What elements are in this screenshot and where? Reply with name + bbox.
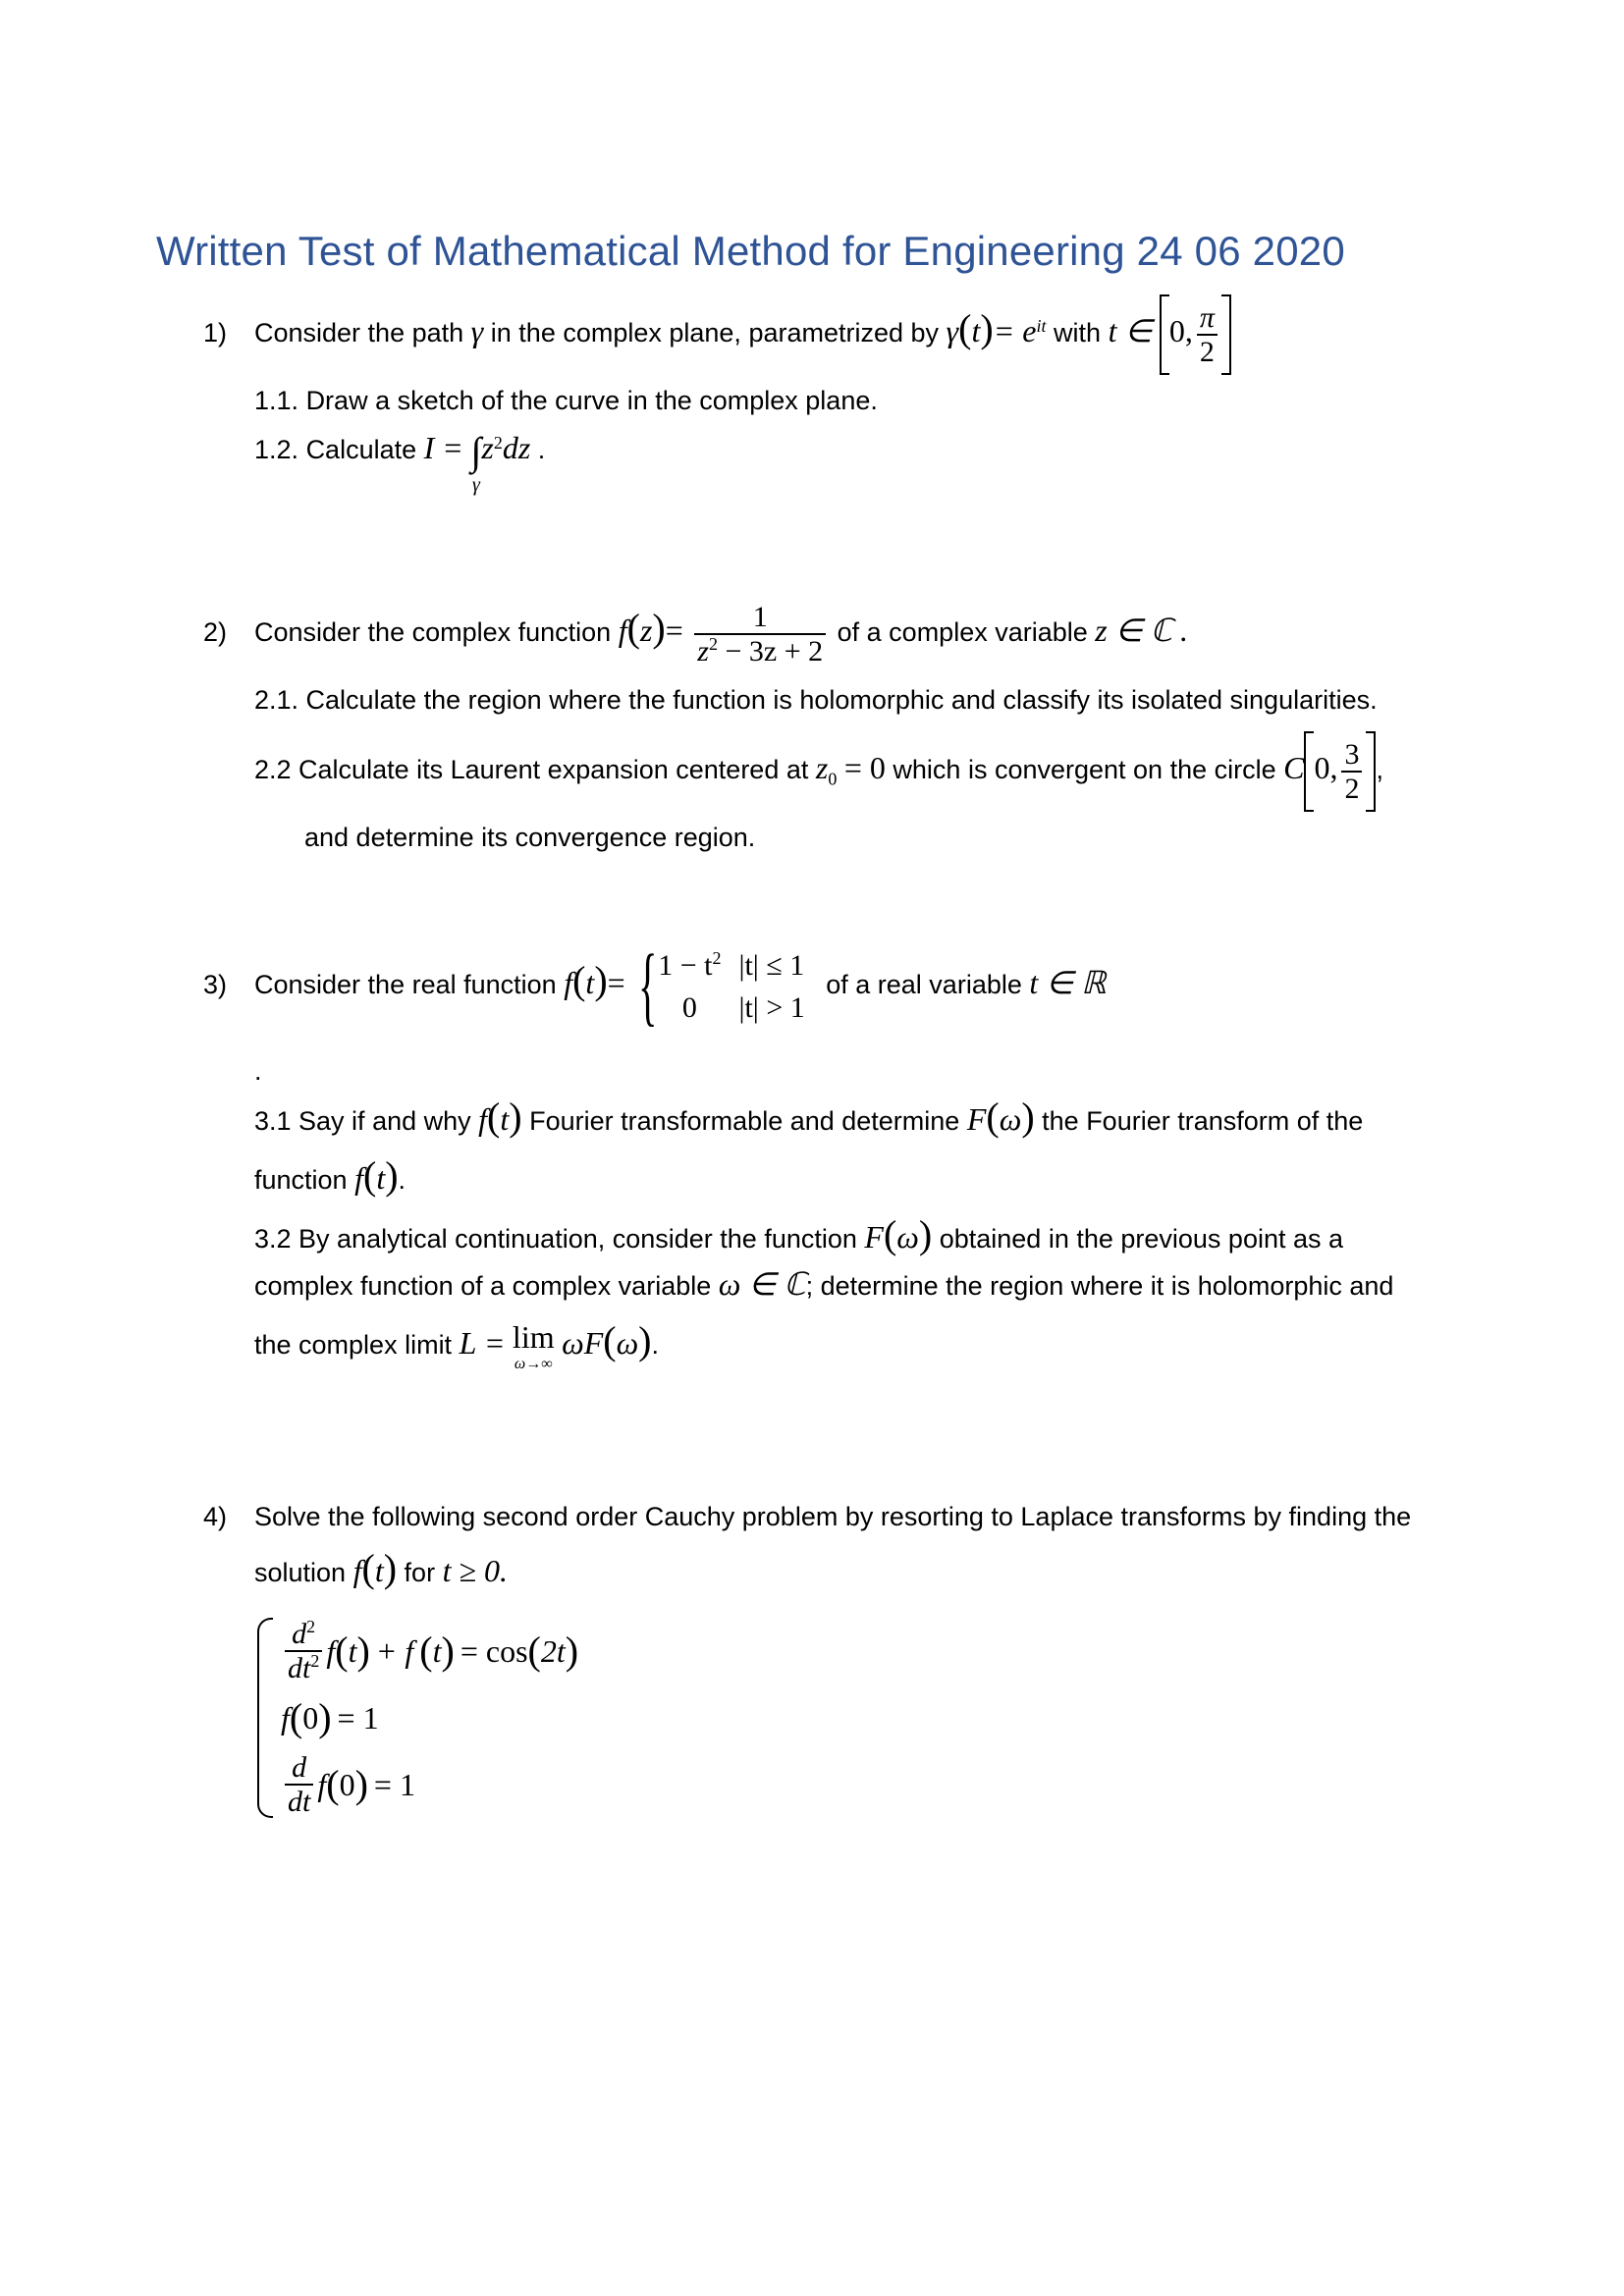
paren-close: ) bbox=[565, 1629, 579, 1673]
q1-text-a: Consider the path bbox=[254, 318, 464, 348]
paren-close: ) bbox=[356, 1629, 370, 1673]
q3-case1-val: 1 − t bbox=[658, 949, 713, 982]
q2-f-lhs: f bbox=[618, 613, 627, 649]
q3-f-eq: = bbox=[607, 965, 625, 1001]
q3-f-lhs: f bbox=[564, 965, 573, 1001]
q4-eq1-arg1: t bbox=[348, 1632, 357, 1669]
paren-open: ( bbox=[361, 1546, 375, 1590]
q2-circle-frac bbox=[1341, 738, 1362, 805]
q1-param-exp: it bbox=[1036, 316, 1047, 337]
paren-open: ( bbox=[326, 1762, 340, 1806]
q4-eq3-arg: 0 bbox=[339, 1766, 355, 1802]
q1-sub-1 bbox=[254, 388, 878, 414]
q3-sub-2-line2 bbox=[254, 1268, 1393, 1300]
q2-circle: C bbox=[1283, 750, 1305, 786]
q3-sub1-text-a: 3.1 Say if and why bbox=[254, 1106, 471, 1136]
bracket-right bbox=[1366, 731, 1376, 812]
q1-text-c: with bbox=[1054, 318, 1102, 348]
q4-eq1-den-exp: 2 bbox=[310, 1651, 320, 1671]
bracket-left bbox=[1160, 294, 1169, 375]
integral-sign: ∫ bbox=[470, 429, 482, 473]
q1-interval-lo: 0, bbox=[1168, 313, 1193, 349]
q3-sub1-f2: f bbox=[354, 1160, 363, 1196]
q3-sub-1-cont bbox=[254, 1153, 406, 1198]
paren-close: ) bbox=[652, 606, 666, 651]
q3-sub1-text-d: function bbox=[254, 1165, 348, 1195]
q2-fraction bbox=[694, 601, 826, 667]
q1-interval-frac bbox=[1197, 301, 1218, 368]
q4-eq1-num: d bbox=[292, 1618, 307, 1650]
q3-limit-expr: ωF bbox=[562, 1325, 604, 1361]
q2-text-b: of a complex variable bbox=[837, 617, 1088, 648]
q2-z0-sub: 0 bbox=[828, 769, 838, 789]
q4-eq3-f: f bbox=[317, 1766, 327, 1802]
q4-eq1-cosarg: 2t bbox=[540, 1632, 566, 1669]
q3-limit-end: . bbox=[651, 1330, 660, 1360]
q3-domain: t ∈ ℝ bbox=[1029, 965, 1107, 1001]
q3-sub1-F: F bbox=[966, 1101, 987, 1137]
q4-eq3-eq: = 1 bbox=[373, 1766, 415, 1802]
paren-open: ( bbox=[487, 1095, 501, 1139]
q3-sub2-text-d: ; determine the region where it is holomorphic and bbox=[805, 1271, 1394, 1301]
q3-case-2 bbox=[654, 987, 819, 1029]
q3-f-arg: t bbox=[585, 965, 595, 1001]
paren-open: ( bbox=[958, 306, 972, 351]
q1-sub1-label: 1.1. bbox=[254, 386, 299, 415]
q3-piecewise bbox=[632, 937, 819, 1035]
q2-z0-eq: = 0 bbox=[843, 750, 886, 786]
paren-open: ( bbox=[419, 1629, 433, 1673]
question-3-number: 3) bbox=[203, 970, 228, 1000]
q2-sub2-text-b: which is convergent on the circle bbox=[893, 755, 1276, 785]
q4-eq-2 bbox=[281, 1695, 578, 1739]
q4-brace bbox=[257, 1618, 273, 1818]
paren-close: ) bbox=[441, 1629, 455, 1673]
q1-text-b: in the complex plane, parametrized by bbox=[490, 318, 940, 348]
paren-open: ( bbox=[626, 606, 640, 651]
q1-param-lhs: γ bbox=[946, 313, 959, 349]
paren-open: ( bbox=[289, 1695, 303, 1739]
q4-text-c: for bbox=[404, 1558, 436, 1587]
frac-numerator: d bbox=[292, 1751, 307, 1784]
frac-denominator bbox=[285, 1652, 322, 1684]
q4-eq2-eq: = 1 bbox=[337, 1699, 379, 1735]
q3-text-a: Consider the real function bbox=[254, 970, 557, 1000]
bracket-left bbox=[1304, 731, 1314, 812]
q3-sub2-text-b: obtained in the previous point as a bbox=[939, 1224, 1344, 1254]
paren-open: ( bbox=[335, 1629, 349, 1673]
q3-sub2-F: F bbox=[864, 1219, 884, 1255]
paren-close: ) bbox=[918, 1212, 933, 1256]
q2-sub1-text: 2.1. Calculate the region where the function is holomorphic and classify its isolated singularities. bbox=[254, 685, 1378, 715]
question-4 bbox=[203, 1504, 1411, 1530]
q3-sub1-farg: t bbox=[500, 1101, 510, 1137]
q3-sub1-end: . bbox=[398, 1165, 406, 1195]
q4-eq-1 bbox=[281, 1618, 578, 1684]
q2-circle-end: , bbox=[1376, 755, 1383, 785]
q3-sub2-domain: ω ∈ ℂ bbox=[718, 1266, 806, 1302]
paren-close: ) bbox=[383, 1546, 398, 1590]
q3-sub1-Farg: ω bbox=[999, 1101, 1022, 1137]
q3-case2-cond: |t| > 1 bbox=[738, 991, 805, 1024]
question-2-number: 2) bbox=[203, 617, 228, 648]
q3-sub-2 bbox=[254, 1212, 1344, 1256]
q4-eq1-f: f bbox=[326, 1632, 336, 1669]
paren-close: ) bbox=[1021, 1095, 1035, 1139]
q1-gamma: γ bbox=[470, 313, 484, 349]
q3-sub2-text-c: complex function of a complex variable bbox=[254, 1271, 712, 1301]
q1-param-eq: = e bbox=[993, 313, 1037, 349]
q3-sub1-text-b: Fourier transformable and determine bbox=[529, 1106, 960, 1136]
q4-eq1-num-exp: 2 bbox=[306, 1617, 316, 1636]
q1-integrand: z bbox=[481, 430, 494, 465]
q3-case-1 bbox=[654, 944, 819, 987]
q2-f-arg: z bbox=[639, 613, 653, 649]
q1-sub-2 bbox=[254, 429, 546, 496]
q4-f: f bbox=[352, 1553, 362, 1588]
q4-eq2-arg: 0 bbox=[302, 1699, 319, 1735]
q3-sub2-text-e: the complex limit bbox=[254, 1330, 453, 1360]
q3-sub2-Farg: ω bbox=[896, 1219, 919, 1255]
q4-eq1-arg2: t bbox=[432, 1632, 442, 1669]
q2-domain: z ∈ ℂ . bbox=[1095, 613, 1188, 649]
q2-f-eq: = bbox=[665, 613, 683, 649]
paren-close: ) bbox=[509, 1095, 522, 1139]
q4-text-a: Solve the following second order Cauchy problem by resorting to Laplace transforms by finding the bbox=[254, 1502, 1412, 1531]
q2-text-a: Consider the complex function bbox=[254, 617, 612, 648]
q2-circle-lo: 0, bbox=[1314, 750, 1338, 786]
q3-sub2-text-a: 3.2 By analytical continuation, consider the function bbox=[254, 1224, 857, 1254]
q1-sub2-end: . bbox=[537, 435, 546, 464]
q4-cond: t ≥ 0. bbox=[442, 1553, 509, 1588]
q3-limit-op: lim bbox=[512, 1319, 555, 1355]
q2-z0: z bbox=[815, 750, 829, 786]
paren-close: ) bbox=[354, 1762, 368, 1806]
question-1 bbox=[203, 294, 1231, 375]
q3-case1-exp: 2 bbox=[712, 948, 722, 968]
q4-eq1-eq: = cos bbox=[460, 1632, 528, 1669]
q4-eq1-den: dt bbox=[288, 1652, 311, 1684]
q2-den-rest: − 3z + 2 bbox=[717, 635, 824, 667]
q1-sub1-text: Draw a sketch of the curve in the complex plane. bbox=[305, 386, 878, 415]
question-2 bbox=[203, 601, 1188, 667]
q2-den-z: z bbox=[697, 635, 709, 667]
paren-close: ) bbox=[385, 1153, 399, 1198]
paren-close: ) bbox=[318, 1695, 332, 1739]
q3-sub-1 bbox=[254, 1097, 1363, 1137]
q1-integral-lhs: I = bbox=[423, 430, 463, 465]
question-3 bbox=[203, 937, 1107, 1035]
q1-integrand-exp: 2 bbox=[493, 433, 503, 453]
q1-integrand-d: dz bbox=[502, 430, 531, 465]
paren-open: ( bbox=[883, 1212, 897, 1256]
bracket-right bbox=[1221, 294, 1231, 375]
frac-denominator: dt bbox=[288, 1786, 311, 1818]
q4-eq2-f: f bbox=[281, 1699, 290, 1735]
q3-brace: { bbox=[638, 937, 658, 1035]
q2-sub2-text-a: 2.2 Calculate its Laurent expansion centered at bbox=[254, 755, 809, 785]
q4-system bbox=[257, 1618, 578, 1818]
frac-denominator: 2 bbox=[1199, 336, 1215, 368]
paren-open: ( bbox=[603, 1318, 617, 1362]
q3-limit-arg: ω bbox=[616, 1325, 639, 1361]
q2-den-exp: 2 bbox=[708, 634, 718, 654]
q3-sub-2-line3 bbox=[254, 1318, 660, 1372]
q3-dot: . bbox=[254, 1056, 262, 1086]
q3-case2-val: 0 bbox=[681, 991, 697, 1024]
paren-open: ( bbox=[572, 958, 586, 1003]
frac-denominator bbox=[694, 635, 826, 667]
paren-open: ( bbox=[362, 1153, 377, 1198]
paren-close: ) bbox=[594, 958, 608, 1003]
q3-limit bbox=[513, 1321, 555, 1372]
q1-integral bbox=[470, 429, 482, 496]
paren-close: ) bbox=[980, 306, 994, 351]
q4-farg: t bbox=[374, 1553, 384, 1588]
paren-close: ) bbox=[638, 1318, 652, 1362]
q2-sub2-text-c: and determine its convergence region. bbox=[304, 823, 756, 852]
q2-sub-2 bbox=[254, 731, 1383, 812]
frac-numerator bbox=[289, 1618, 318, 1650]
document-title: Written Test of Mathematical Method for Engineering 24 06 2020 bbox=[156, 228, 1345, 274]
frac-numerator: 3 bbox=[1344, 738, 1360, 771]
question-1-number: 1) bbox=[203, 318, 228, 348]
q3-sub1-text-c: the Fourier transform of the bbox=[1042, 1106, 1364, 1136]
q3-case1-cond: |t| ≤ 1 bbox=[738, 949, 805, 982]
q1-interval-var: t ∈ bbox=[1108, 313, 1153, 349]
q1-integral-sub: γ bbox=[471, 474, 480, 496]
paren-open: ( bbox=[986, 1095, 1000, 1139]
frac-numerator: π bbox=[1199, 301, 1215, 334]
q4-text-b: solution bbox=[254, 1558, 347, 1587]
paren-open: ( bbox=[527, 1629, 541, 1673]
q4-line-2 bbox=[254, 1546, 509, 1590]
q4-eq1-plus: + f bbox=[375, 1632, 414, 1669]
question-4-number: 4) bbox=[203, 1502, 228, 1531]
frac-denominator: 2 bbox=[1344, 773, 1360, 805]
q4-eq-3 bbox=[281, 1751, 578, 1818]
q3-sub1-farg2: t bbox=[376, 1160, 386, 1196]
q3-sub1-f: f bbox=[478, 1101, 488, 1137]
q4-eq3-frac bbox=[285, 1751, 313, 1818]
q3-text-b: of a real variable bbox=[826, 970, 1022, 1000]
q1-sub2-text: Calculate bbox=[305, 435, 417, 464]
q4-eq1-frac bbox=[285, 1618, 322, 1684]
q3-cases-table bbox=[654, 944, 819, 1029]
q1-sub2-label: 1.2. bbox=[254, 435, 299, 464]
q4-rows bbox=[281, 1618, 578, 1818]
q3-limit-lhs: L = bbox=[459, 1325, 506, 1361]
q3-case1-val-cell bbox=[654, 944, 734, 987]
frac-numerator: 1 bbox=[752, 601, 768, 633]
q3-limit-sub: ω→∞ bbox=[514, 1356, 553, 1372]
q1-param-arg: t bbox=[971, 313, 981, 349]
